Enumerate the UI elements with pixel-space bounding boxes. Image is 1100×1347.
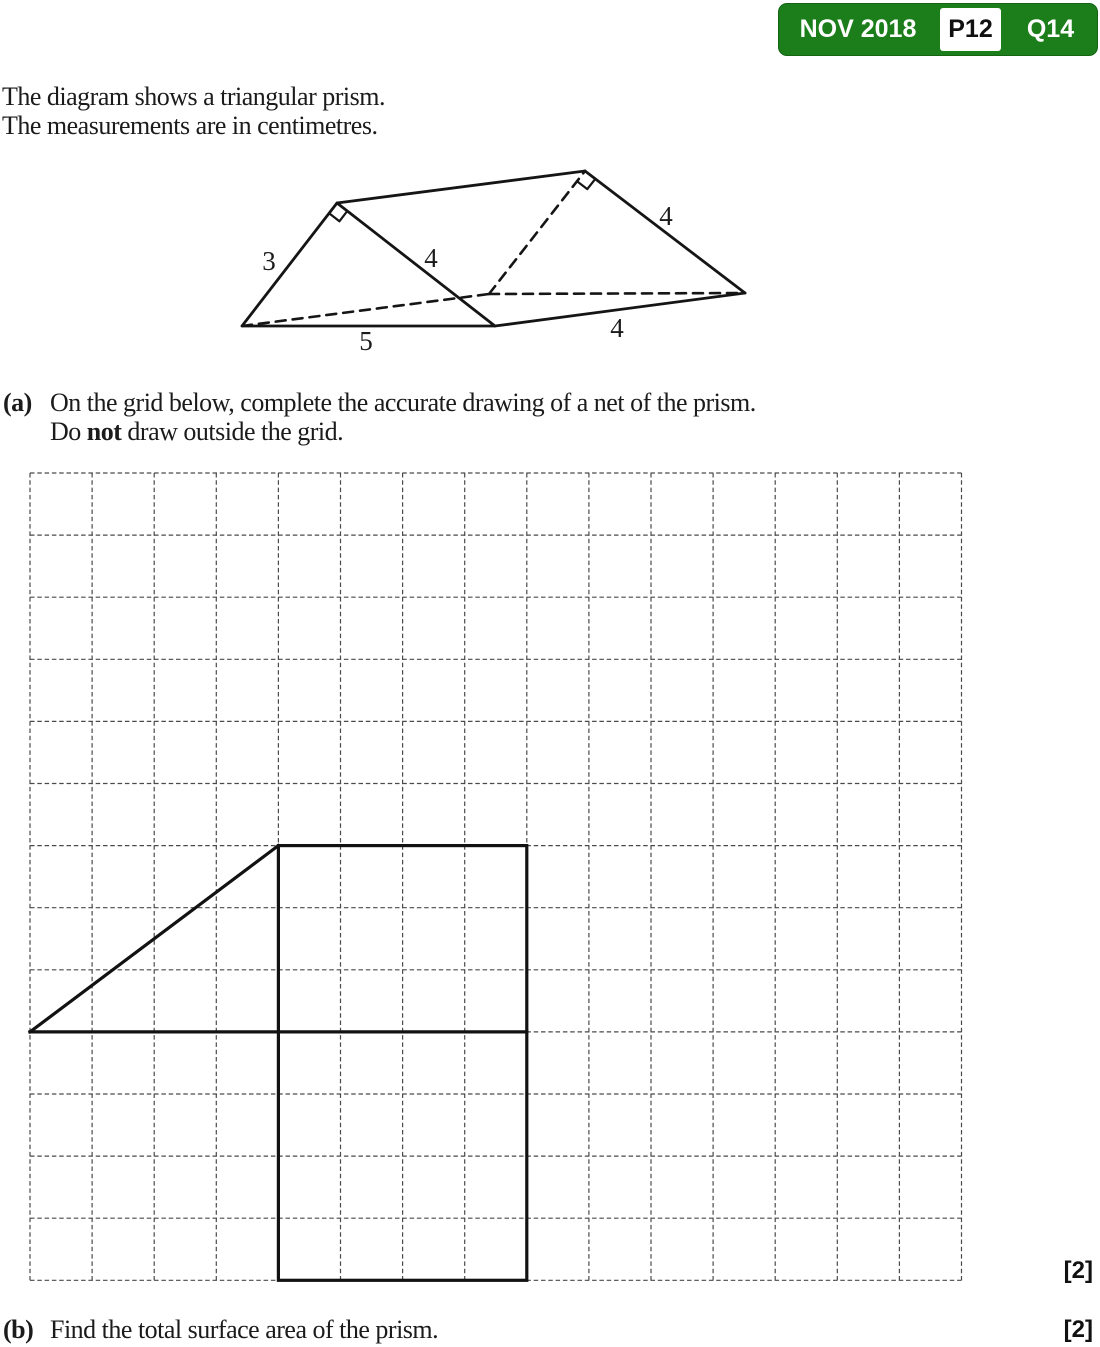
badge-paper-label: P12 <box>940 8 1001 51</box>
triangular-prism-diagram <box>242 171 745 356</box>
right-angle-marker-back-apex <box>577 179 595 189</box>
part-a-label: (a) <box>3 388 32 417</box>
edge-label-4-front: 4 <box>424 243 438 273</box>
intro-line-1: The diagram shows a triangular prism. <box>2 82 385 111</box>
intro-line-2: The measurements are in centimetres. <box>2 111 378 140</box>
badge-question-label: Q14 <box>1026 15 1075 43</box>
net-triangle-hypotenuse <box>30 846 278 1032</box>
edge-label-5: 5 <box>359 326 373 356</box>
part-a-line-2 <box>50 417 756 446</box>
prism-hidden-back-vertical-edge <box>489 171 585 294</box>
prism-front-triangle <box>242 203 495 326</box>
part-a-line-2-bold: not <box>86 417 122 446</box>
part-b <box>3 1315 438 1344</box>
badge-session-label: NOV 2018 <box>799 15 917 43</box>
edge-label-3: 3 <box>262 246 276 276</box>
net-drawing <box>30 846 527 1281</box>
part-b-label: (b) <box>3 1315 34 1344</box>
intro-text <box>2 82 385 140</box>
prism-back-slant-edge <box>585 171 745 293</box>
part-b-marks: [2] <box>1063 1316 1093 1343</box>
edge-label-4-back: 4 <box>659 201 673 231</box>
net-rectangles-outline <box>278 846 526 1281</box>
part-a <box>3 388 756 446</box>
part-a-line-2-pre: Do <box>50 417 87 446</box>
part-a-line-2-post: draw outside the grid. <box>121 417 344 446</box>
prism-top-ridge-edge <box>337 171 585 203</box>
prism-hidden-bottom-left-edge <box>242 294 489 326</box>
prism-hidden-back-base-edge <box>489 293 745 294</box>
right-angle-marker-front-apex <box>329 211 347 221</box>
part-a-line-1: On the grid below, complete the accurate drawing of a net of the prism. <box>50 388 756 417</box>
question-reference-badge <box>778 3 1098 56</box>
edge-label-4-depth: 4 <box>610 313 624 343</box>
part-a-marks: [2] <box>1063 1257 1093 1284</box>
part-b-text: Find the total surface area of the prism. <box>50 1315 439 1344</box>
net-grid <box>30 473 962 1280</box>
